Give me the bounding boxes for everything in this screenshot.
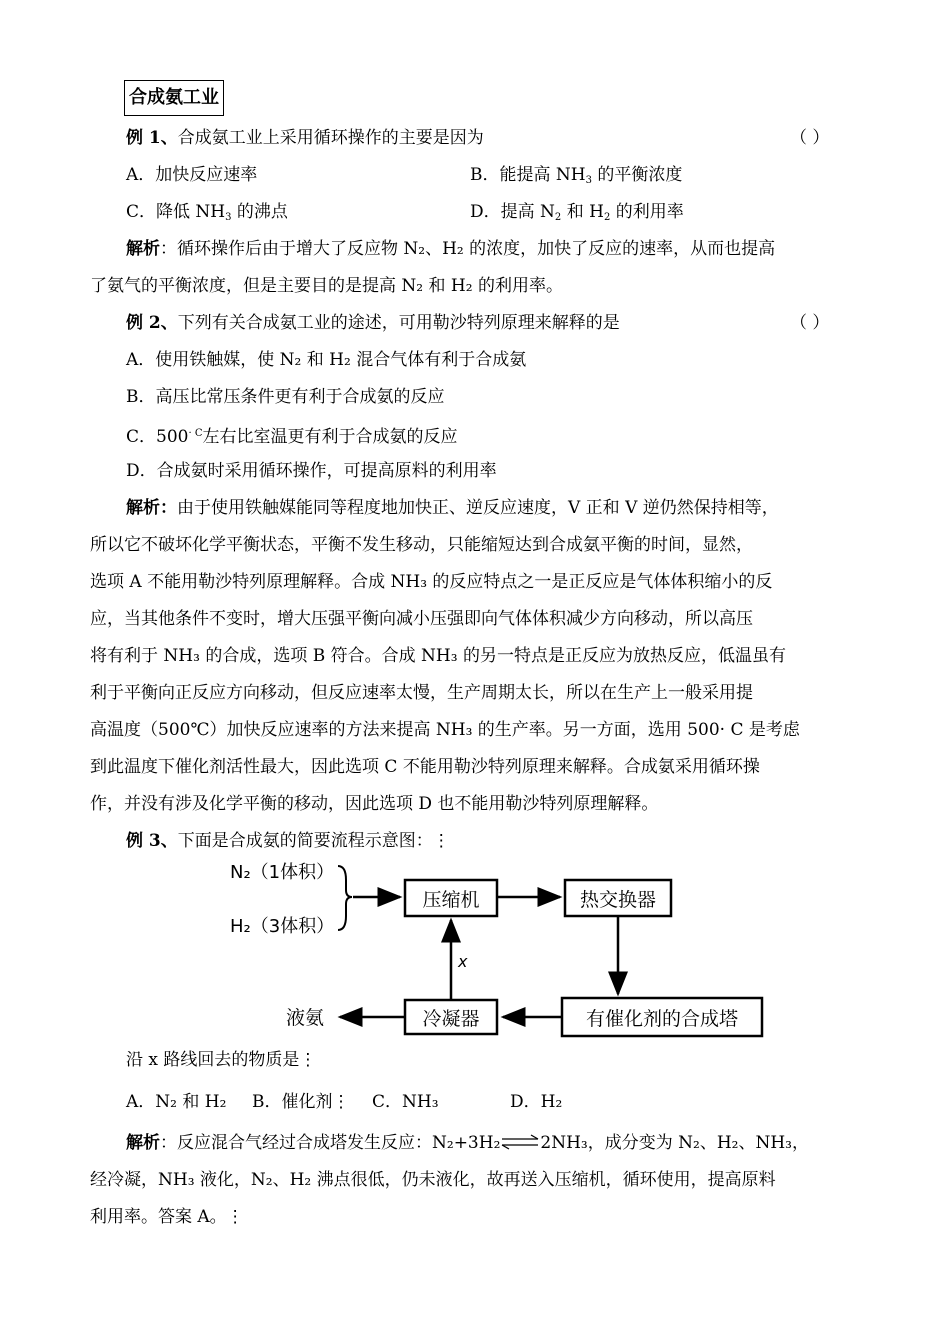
ex2-analysis-line-9: 作，并没有涉及化学平衡的移动，因此选项 D 也不能用勒沙特列原理解释。 [90,794,659,814]
ex1-analysis-line-2: 了氨气的平衡浓度，但是主要目的是提高 N₂ 和 H₂ 的利用率。 [90,276,563,296]
heat-exchanger-label: 热交换器 [579,889,657,911]
ex1-option-d: D．提高 $N_2$ 和 $H_2$ 的利用率 [470,202,684,223]
ex3-option-c: C．NH₃ [372,1092,439,1112]
ex3-analysis-line-3: 利用率。答案 A。⋮ [90,1207,244,1227]
ex2-analysis-line-3: 选项 A 不能用勒沙特列原理解释。合成 NH₃ 的反应特点之一是正反应是气体体积缩小的反 [90,572,773,592]
ex3-option-b: B．催化剂⋮ [252,1092,350,1112]
synthesis-tower-label: 有催化剂的合成塔 [585,1008,739,1030]
ex1-option-b: B．能提高 $NH_3$ 的平衡浓度 [470,165,683,186]
h2-feed-label: H₂（3体积） [230,916,335,937]
ex2-stem: 下列有关合成氨工业的途述，可用勒沙特列原理来解释的是 [177,313,620,333]
section-title: 合成氨工业 [124,80,224,116]
ammonia-flow-diagram [228,852,788,1042]
ex2-analysis-line-5: 将有利于 NH₃ 的合成，选项 B 符合。合成 NH₃ 的另一特点是正反应为放热反应，低温虽有 [90,646,786,666]
feed-brace [338,866,352,930]
ex1-label: 例 1、 [126,128,178,148]
ex2-option-d: D．合成氨时采用循环操作，可提高原料的利用率 [126,461,497,481]
recycle-x-label: x [458,952,468,971]
ex1-option-a: A．加快反应速率 [126,165,258,185]
ex3-analysis-line-1: 解析：反应混合气经过合成塔发生反应：N₂+3H₂ 2NH₃，成分变为 N₂、H₂、NH₃， [126,1133,809,1153]
ex3-option-a: A．N₂ 和 H₂ [126,1092,227,1112]
ex3-stem: 下面是合成氨的简要流程示意图：⋮ [177,831,450,851]
ex1-option-c: C．降低 $NH_3$ 的沸点 [126,202,288,223]
ex3-option-d: D．H₂ [510,1092,563,1112]
n2-feed-label: N₂（1体积） [230,862,335,883]
ex1-analysis-label: 解析 [126,239,160,259]
ex2-analysis-line-2: 所以它不破坏化学平衡状态，平衡不发生移动，只能缩短达到合成氨平衡的时间，显然， [90,535,753,555]
ex2-option-a: A．使用铁触媒，使 N₂ 和 H₂ 混合气体有利于合成氨 [126,350,527,370]
ex3-question [126,829,450,853]
equilibrium-arrows-icon [500,1134,540,1150]
ex2-question [126,311,620,335]
ex1-question [126,126,484,150]
ex3-analysis-line-2: 经冷凝，NH₃ 液化，N₂、H₂ 沸点很低，仍未液化，故再送入压缩机，循环使用，提高原料 [90,1170,776,1190]
ex2-analysis-line-8: 到此温度下催化剂活性最大，因此选项 C 不能用勒沙特列原理来解释。合成氨采用循环操 [90,757,760,777]
ex2-analysis-line-6: 利于平衡向正反应方向移动，但反应速率太慢，生产周期太长，所以在生产上一般采用提 [90,683,753,703]
compressor-label: 压缩机 [422,889,480,911]
ex2-option-b: B．高压比常压条件更有利于合成氨的反应 [126,387,445,407]
ex1-analysis-line-1: 解析：循环操作后由于增大了反应物 N₂、H₂ 的浓度，加快了反应的速率，从而也提高 [126,239,776,259]
ex3-analysis-label: 解析 [126,1133,160,1153]
ex2-option-c: C．$500^{\cdot C}$左右比室温更有利于合成氨的反应 [126,427,458,447]
ex2-analysis-label: 解析： [126,498,177,518]
ex2-label: 例 2、 [126,313,178,333]
ex2-answer-paren: （ ） [790,313,830,333]
condenser-label: 冷凝器 [422,1008,480,1030]
ex2-analysis-line-7: 高温度（500℃）加快反应速率的方法来提高 NH₃ 的生产率。另一方面，选用 500· C 是考虑 [90,720,800,740]
ex1-stem: 合成氨工业上采用循环操作的主要是因为 [177,128,484,148]
ex2-analysis-line-1: 解析：由于使用铁触媒能同等程度地加快正、逆反应速度，V 正和 V 逆仍然保持相等， [126,498,779,518]
ex1-answer-paren: （ ） [790,128,830,148]
ex3-label: 例 3、 [126,831,178,851]
ex2-analysis-line-4: 应，当其他条件不变时，增大压强平衡向减小压强即向气体体积减少方向移动，所以高压 [90,609,753,629]
ex3-subquestion: 沿 x 路线回去的物质是⋮ [126,1050,317,1070]
liquid-ammonia-label: 液氨 [286,1007,325,1029]
